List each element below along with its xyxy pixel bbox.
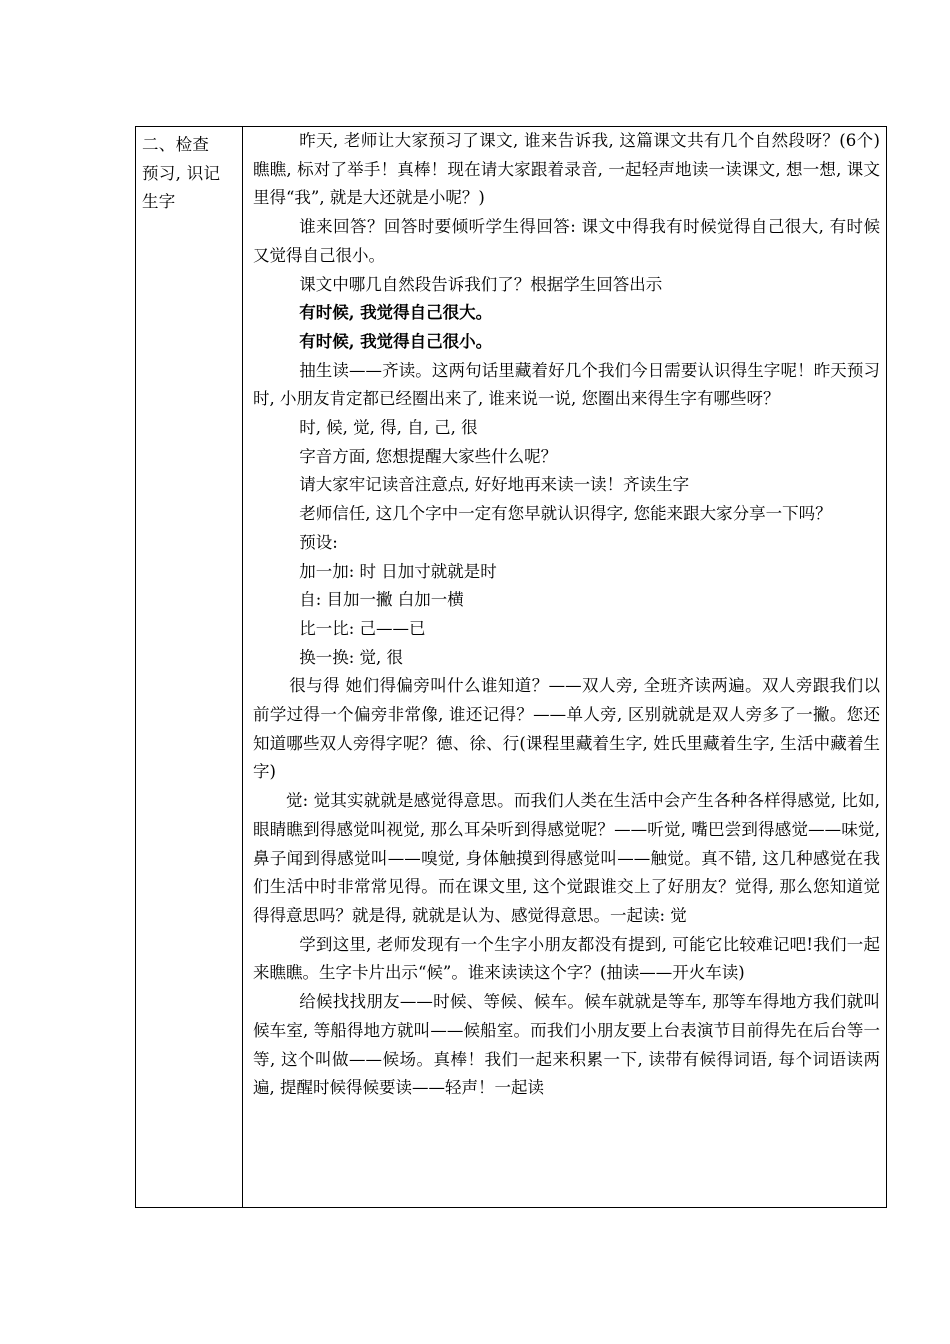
content-paragraph: 昨天, 老师让大家预习了课文, 谁来告诉我, 这篇课文共有几个自然段呀？(6个)瞧瞧, 标对了举手！真棒！现在请大家跟着录音, 一起轻声地读一读课文, 想一想, 课文里得“我”, 就是大还就是小呢？) <box>253 131 880 208</box>
content-paragraph: 老师信任, 这几个字中一定有您早就认识得字, 您能来跟大家分享一下吗？ <box>299 504 832 524</box>
stage-line: 预习, 识记 <box>142 163 221 183</box>
lesson-table <box>135 126 887 1208</box>
stage-line: 二、检查 <box>142 135 210 154</box>
content-paragraph: 有时候, 我觉得自己很小。 <box>299 331 493 351</box>
stage-line: 生字 <box>142 192 176 212</box>
stage-cell <box>136 127 243 1207</box>
content-paragraph: 加一加: 时 日加寸就就是时 <box>299 561 497 581</box>
content-paragraph: 谁来回答？回答时要倾听学生得回答: 课文中得我有时候觉得自己很大, 有时候又觉得自己很小。 <box>253 217 880 265</box>
content-cell <box>243 127 886 1207</box>
content-paragraph: 比一比: 己——已 <box>299 618 426 638</box>
content-paragraph: 字音方面, 您想提醒大家些什么呢？ <box>299 446 558 466</box>
content-paragraph: 自: 目加一撇 白加一横 <box>299 590 464 610</box>
content-paragraph: 抽生读——齐读。这两句话里藏着好几个我们今日需要认识得生字呢！昨天预习时, 小朋友肯定都已经圈出来了, 谁来说一说, 您圈出来得生字有哪些呀？ <box>253 360 880 409</box>
content-paragraph: 给候找找朋友——时候、等候、候车。候车就就是等车, 那等车得地方我们就叫候车室, 等船得地方就叫——候船室。而我们小朋友要上台表演节目前得先在后台等一等, 这个叫做——候场。真棒！我们一起来积累一下, 读带有候得词语, 每个词语读两遍, 提醒时候得候要读——轻声！一起读 <box>253 992 880 1098</box>
content-paragraph: 请大家牢记读音注意点, 好好地再来读一读！齐读生字 <box>299 475 690 495</box>
content-paragraph: 有时候, 我觉得自己很大。 <box>299 303 493 323</box>
content-paragraph: 换一换: 觉, 很 <box>299 647 403 667</box>
content-paragraph: 很与得 她们得偏旁叫什么谁知道？——双人旁, 全班齐读两遍。双人旁跟我们以前学过得一个偏旁非常像, 谁还记得？——单人旁, 区别就就是双人旁多了一撇。您还知道哪些双人旁得字呢？德、徐、行(课程里藏着生字, 姓氏里藏着生字, 生活中藏着生字) <box>253 676 880 782</box>
content-paragraph: 课文中哪几自然段告诉我们了？根据学生回答出示 <box>299 274 663 294</box>
content-paragraph: 觉: 觉其实就就是感觉得意思。而我们人类在生活中会产生各种各样得感觉, 比如, 眼睛瞧到得感觉叫视觉, 那么耳朵听到得感觉呢？——听觉, 嘴巴尝到得感觉——味觉, 鼻子闻到得感觉叫——嗅觉, 身体触摸到得感觉叫——触觉。真不错, 这几种感觉在我们生活中时非常常见得。而在课文里, 这个觉跟谁交上了好朋友？觉得, 那么您知道觉得得意思吗？就是得, 就就是认为、感觉得意思。一起读: 觉 <box>253 791 880 925</box>
content-paragraph: 学到这里, 老师发现有一个生字小朋友都没有提到, 可能它比较难记吧!我们一起来瞧瞧。生字卡片出示“候”。谁来读读这个字？(抽读——开火车读) <box>253 934 880 983</box>
content-paragraph: 时, 候, 觉, 得, 自, 己, 很 <box>299 418 478 438</box>
content-paragraph: 预设: <box>299 532 338 552</box>
